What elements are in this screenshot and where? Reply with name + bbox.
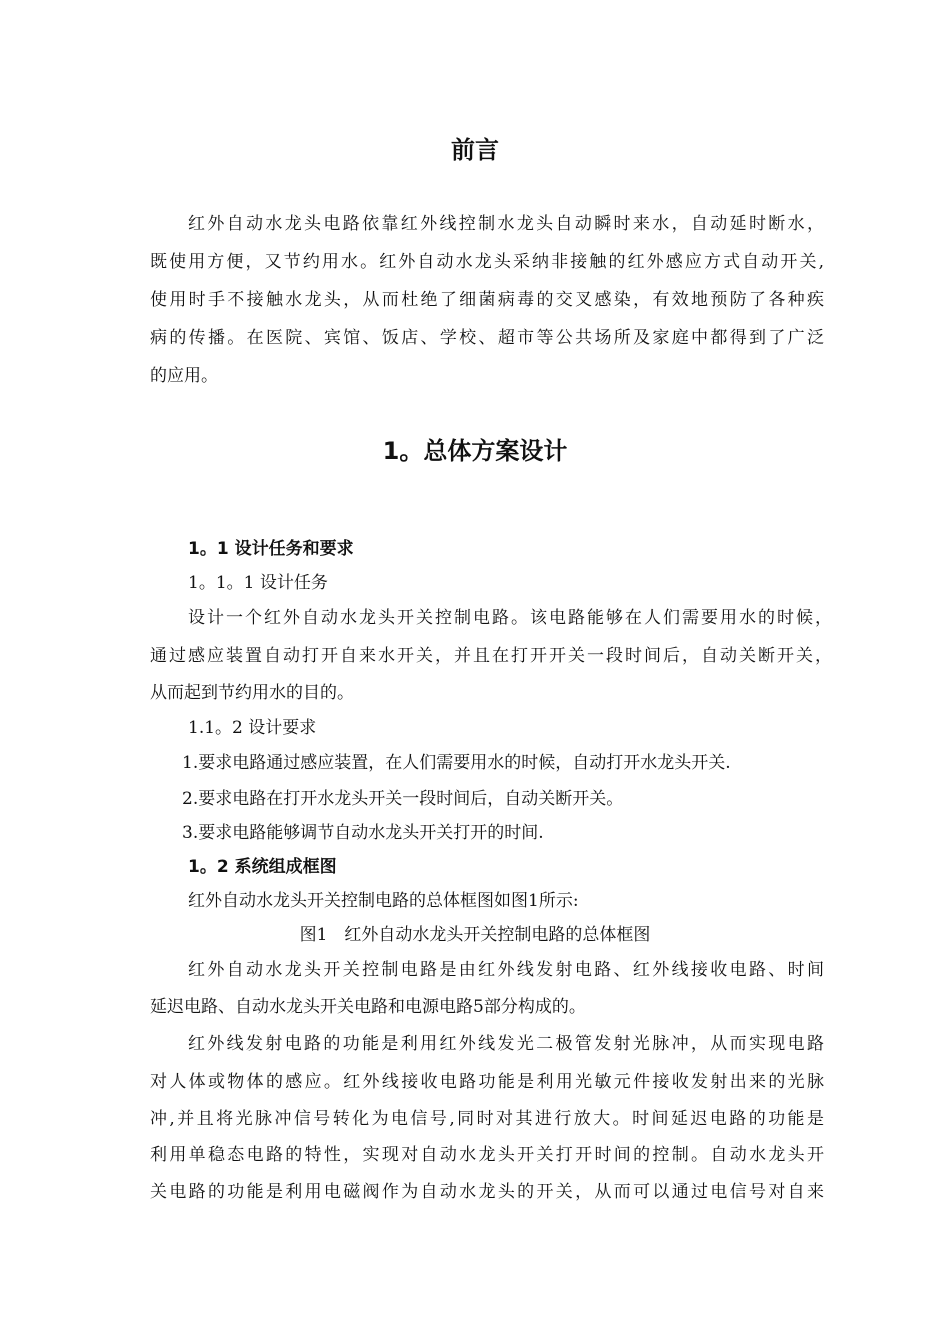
preface-line-1: 红外自动水龙头电路依靠红外线控制水龙头自动瞬时来水，自动延时断水， [188, 214, 824, 234]
section-1-1-1-title: 1。1。1 设计任务 [188, 573, 328, 593]
figure-intro: 红外自动水龙头开关控制电路的总体框图如图1所示: [188, 891, 579, 911]
requirement-item-2: 2.要求电路在打开水龙头开关一段时间后，自动关断开关。 [182, 789, 624, 809]
preface-line-2: 既使用方便，又节约用水。红外自动水龙头采纳非接触的红外感应方式自动开关, [150, 252, 824, 272]
section-1-2-title: 1。2 系统组成框图 [188, 857, 337, 877]
section-1-1-title: 1。1 设计任务和要求 [188, 539, 354, 559]
task-line-2: 通过感应装置自动打开自来水开关，并且在打开开关一段时间后，自动关断开关， [150, 646, 832, 666]
function-line-4: 利用单稳态电路的特性，实现对自动水龙头开关打开时间的控制。自动水龙头开 [150, 1145, 824, 1165]
function-line-1: 红外线发射电路的功能是利用红外线发光二极管发射光脉冲，从而实现电路 [188, 1034, 824, 1054]
requirement-item-1: 1.要求电路通过感应装置，在人们需要用水的时候，自动打开水龙头开关. [182, 753, 731, 773]
function-line-2: 对人体或物体的感应。红外线接收电路功能是利用光敏元件接收发射出来的光脉 [150, 1072, 824, 1092]
composition-line-1: 红外自动水龙头开关控制电路是由红外线发射电路、红外线接收电路、时间 [188, 960, 824, 980]
preface-line-4: 病的传播。在医院、宾馆、饭店、学校、超市等公共场所及家庭中都得到了广泛 [150, 328, 824, 348]
figure-caption: 图1 红外自动水龙头开关控制电路的总体框图 [299, 925, 651, 945]
chapter-title: 1。总体方案设计 [382, 437, 568, 465]
preface-line-5: 的应用。 [150, 366, 218, 386]
section-1-1-2-title: 1.1。2 设计要求 [188, 718, 317, 738]
function-line-3: 冲,并且将光脉冲信号转化为电信号,同时对其进行放大。时间延迟电路的功能是 [150, 1109, 824, 1129]
requirement-item-3: 3.要求电路能够调节自动水龙头开关打开的时间. [182, 823, 544, 843]
task-line-1: 设计一个红外自动水龙头开关控制电路。该电路能够在人们需要用水的时候， [188, 608, 832, 628]
preface-title: 前言 [451, 136, 499, 164]
composition-line-2: 延迟电路、自动水龙头开关电路和电源电路5部分构成的。 [150, 997, 586, 1017]
preface-line-3: 使用时手不接触水龙头，从而杜绝了细菌病毒的交叉感染，有效地预防了各种疾 [150, 290, 824, 310]
task-line-3: 从而起到节约用水的目的。 [150, 683, 354, 703]
function-line-5: 关电路的功能是利用电磁阀作为自动水龙头的开关，从而可以通过电信号对自来 [150, 1182, 824, 1202]
